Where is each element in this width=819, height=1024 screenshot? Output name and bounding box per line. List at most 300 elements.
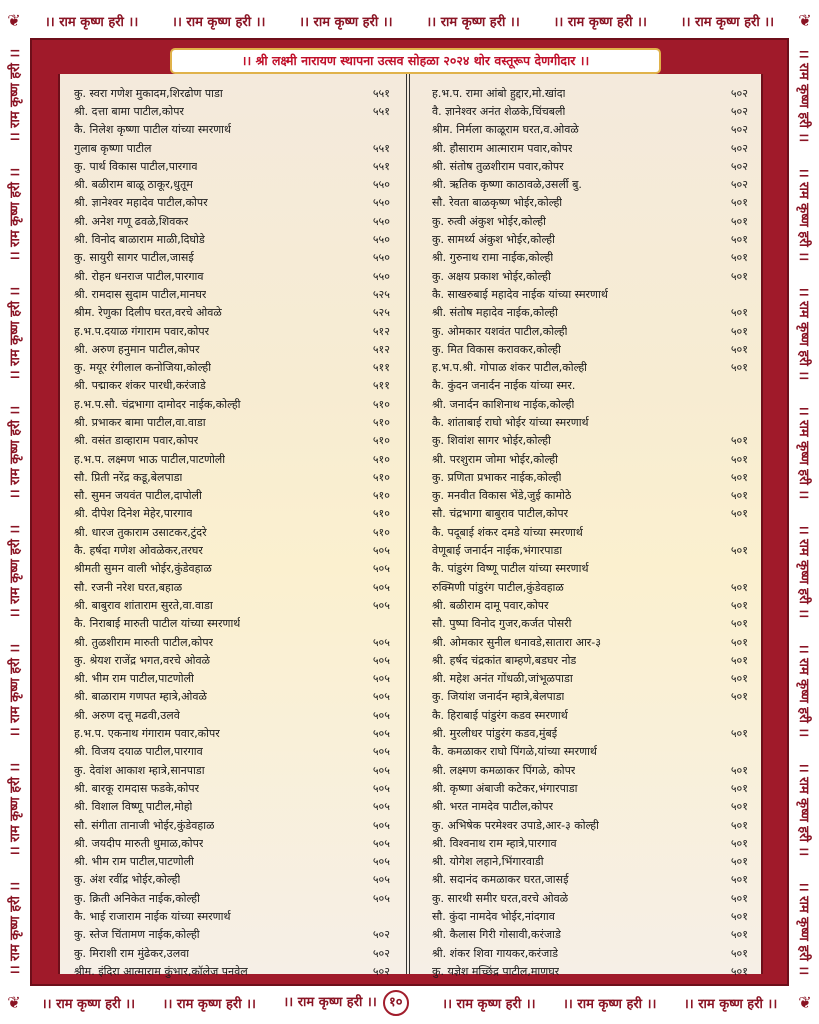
bottom-border-band bbox=[28, 988, 791, 1018]
donor-row bbox=[74, 523, 394, 541]
donor-row bbox=[74, 102, 394, 120]
donation-amount: ५०२ bbox=[730, 86, 748, 100]
donor-row bbox=[74, 84, 394, 102]
donation-amount: ५०१ bbox=[730, 196, 748, 210]
donation-amount: ५०५ bbox=[372, 836, 390, 850]
donor-row bbox=[432, 413, 752, 431]
donation-amount: ५०५ bbox=[372, 745, 390, 759]
donor-name: श्री. प्रभाकर बामा पाटील,वा.वाडा bbox=[74, 415, 206, 429]
border-chant: ।। राम कृष्ण हरी ।। bbox=[796, 524, 811, 619]
donor-name: कु. मिराशी राम मुंढेकर,उलवा bbox=[74, 946, 190, 960]
donation-amount: ५०५ bbox=[372, 800, 390, 814]
donor-row bbox=[74, 157, 394, 175]
donor-name: श्री. बाबुराव शांताराम सुरते,वा.वाडा bbox=[74, 598, 213, 612]
donor-row bbox=[74, 194, 394, 212]
donor-name: गुलाब कृष्णा पाटील bbox=[74, 141, 152, 155]
donor-name: कै. भाई राजाराम नाईक यांच्या स्मरणार्थ bbox=[74, 910, 231, 923]
donation-amount: ५०२ bbox=[730, 178, 748, 192]
donor-row bbox=[432, 944, 752, 962]
donor-name: कु. अभिषेक परमेश्वर उपाडे,आर-३ कोल्ही bbox=[432, 818, 600, 832]
donation-amount: ५०१ bbox=[730, 818, 748, 832]
donor-row bbox=[74, 432, 394, 450]
donor-name: कु. जियांश जनार्दन म्हात्रे,बेलपाडा bbox=[432, 690, 565, 704]
donor-name: कु. मित विकास करावकर,कोल्ही bbox=[432, 342, 561, 356]
donor-name: कु. श्रेयश राजेंद्र भगत,वरचे ओवळे bbox=[74, 653, 210, 667]
donor-row bbox=[74, 944, 394, 962]
donor-name: श्री. ओमकार सुनील धनावडे,सातारा आर-३ bbox=[432, 635, 601, 649]
donor-row bbox=[74, 926, 394, 944]
donor-row bbox=[432, 194, 752, 212]
border-chant: ।। राम कृष्ण हरी ।। bbox=[44, 15, 139, 30]
donor-name: श्री. वसंत डाव्हाराम पवार,कोपर bbox=[74, 434, 199, 448]
donor-name: श्री. दत्ता बामा पाटील,कोपर bbox=[74, 104, 184, 118]
donation-amount: ५०५ bbox=[372, 818, 390, 832]
donor-name: श्री. गुरुनाथ रामा नाईक,कोल्ही bbox=[432, 251, 554, 265]
donor-name: श्री. बळीराम दामू पवार,कोपर bbox=[432, 598, 549, 612]
border-chant: ।। राम कृष्ण हरी ।। bbox=[172, 15, 266, 30]
donor-name: कु. ओमकार यशवंत पाटील,कोल्ही bbox=[432, 324, 568, 338]
donation-amount: ५१० bbox=[372, 397, 390, 411]
donor-row bbox=[432, 84, 752, 102]
donor-name: कै. हिराबाई पांडुरंग कडव स्मरणार्थ bbox=[432, 708, 568, 722]
donor-name: श्री. बारकू रामदास फडके,कोपर bbox=[74, 781, 200, 795]
donation-amount: ५०१ bbox=[730, 598, 748, 612]
donor-row bbox=[432, 596, 752, 614]
donor-name: ह.भ.प.सौ. चंद्रभागा दामोदर नाईक,कोल्ही bbox=[74, 397, 241, 411]
donor-row bbox=[74, 468, 394, 486]
donor-name: सौ. प्रिती नरेंद्र कडू,बेलपाडा bbox=[74, 470, 183, 484]
donor-row bbox=[74, 267, 394, 285]
donor-row bbox=[432, 670, 752, 688]
donation-amount: ५०१ bbox=[730, 873, 748, 887]
border-chant: ।। राम कृष्ण हरी ।। bbox=[796, 48, 811, 143]
donor-row bbox=[74, 706, 394, 724]
donor-name: सौ. चंद्रभागा बाबुराव पाटील,कोपर bbox=[432, 507, 569, 521]
donor-row bbox=[74, 615, 394, 633]
donation-amount: ५०१ bbox=[730, 269, 748, 283]
border-chant: ।। राम कृष्ण हरी ।। bbox=[8, 881, 23, 976]
border-chant: ।। राम कृष्ण हरी ।। bbox=[796, 643, 811, 738]
corner-ornament-icon: ❦ bbox=[7, 993, 21, 1012]
donation-amount: ५०५ bbox=[372, 653, 390, 667]
donor-name: कु. क्रिती अनिकेत नाईक,कोल्ही bbox=[74, 891, 200, 905]
donation-amount: ५११ bbox=[372, 361, 390, 375]
donor-name: श्री. महेश अनंत गोंधळी,जांभूळपाडा bbox=[432, 672, 573, 686]
donor-row bbox=[432, 834, 752, 852]
left-donor-column bbox=[74, 84, 394, 981]
donation-amount: ५२५ bbox=[372, 287, 390, 301]
donor-row bbox=[74, 578, 394, 596]
corner-ornament-icon: ❦ bbox=[798, 11, 812, 30]
donor-name: श्रीम. रेणुका दिलीप घरत,वरचे ओवळे bbox=[74, 306, 222, 320]
donation-amount: ५०१ bbox=[730, 800, 748, 814]
donor-row bbox=[432, 633, 752, 651]
donor-name: कु. प्रणिता प्रभाकर नाईक,कोल्ही bbox=[432, 470, 562, 484]
donor-row bbox=[74, 285, 394, 303]
donation-amount: ५०१ bbox=[730, 763, 748, 777]
column-divider bbox=[406, 74, 410, 974]
donor-row bbox=[432, 212, 752, 230]
donor-row bbox=[432, 358, 752, 376]
donor-name: कै. शांताबाई राघो भोईर यांच्या स्मरणार्थ bbox=[432, 415, 589, 429]
donor-name: ह.भ.प. रामा आंबो हुद्दार,मो.खांदा bbox=[432, 86, 566, 100]
donation-amount: ५०१ bbox=[730, 342, 748, 356]
donor-row bbox=[432, 541, 752, 559]
donation-amount: ५५१ bbox=[372, 159, 390, 173]
donor-name: वै. ज्ञानेश्वर अनंत शेळके,चिंचबली bbox=[432, 104, 566, 118]
donor-row bbox=[432, 121, 752, 139]
flourish-ornament-icon: ~❦~ bbox=[396, 972, 428, 986]
donor-row bbox=[74, 139, 394, 157]
donor-row bbox=[432, 779, 752, 797]
border-chant: ।। राम कृष्ण हरी ।। bbox=[8, 524, 23, 619]
donor-name: ह.भ.प. लक्ष्मण भाऊ पाटील,पाटणोली bbox=[74, 452, 226, 466]
border-chant: ।। राम कृष्ण हरी ।। bbox=[796, 762, 811, 857]
donation-amount: ५०२ bbox=[372, 964, 390, 978]
donation-amount: ५०५ bbox=[372, 562, 390, 576]
donor-row bbox=[432, 615, 752, 633]
donation-amount: ५०१ bbox=[730, 324, 748, 338]
donor-row bbox=[432, 230, 752, 248]
donor-row bbox=[74, 395, 394, 413]
donation-amount: ५०२ bbox=[730, 159, 748, 173]
donor-name: कु. रुत्वी अंकुश भोईर,कोल्ही bbox=[432, 214, 546, 228]
donation-amount: ५०१ bbox=[730, 470, 748, 484]
donor-name: श्री. रोहन धनराज पाटील,पारगाव bbox=[74, 269, 204, 283]
donation-amount: ५०५ bbox=[372, 672, 390, 686]
donation-amount: ५०१ bbox=[730, 361, 748, 375]
donor-row bbox=[74, 487, 394, 505]
donor-name: श्रीमती सुमन वाली भोईर,कुंडेवहाळ bbox=[74, 562, 212, 576]
donation-amount: ५०५ bbox=[372, 708, 390, 722]
donor-row bbox=[432, 560, 752, 578]
donor-row bbox=[74, 560, 394, 578]
donor-row bbox=[74, 651, 394, 669]
border-chant: ।। राम कृष्ण हरी ।। bbox=[796, 405, 811, 500]
donor-name: श्री. जयदीप मारुती धुमाळ,कोपर bbox=[74, 836, 204, 850]
donation-amount: ५०१ bbox=[730, 781, 748, 795]
donation-amount: ५१२ bbox=[372, 324, 390, 338]
donor-row bbox=[432, 432, 752, 450]
donation-amount: ५०२ bbox=[372, 928, 390, 942]
donor-name: श्री. संतोष तुळशीराम पवार,कोपर bbox=[432, 159, 564, 173]
donation-amount: ५०५ bbox=[372, 855, 390, 869]
donor-row bbox=[432, 139, 752, 157]
donation-amount: ५०१ bbox=[730, 928, 748, 942]
donation-amount: ५०१ bbox=[730, 690, 748, 704]
donation-amount: ५५० bbox=[372, 178, 390, 192]
donor-row bbox=[432, 285, 752, 303]
border-chant: ।। राम कृष्ण हरी ।। bbox=[796, 286, 811, 381]
donor-name: श्री. अरुण हनुमान पाटील,कोपर bbox=[74, 342, 200, 356]
border-chant: ।। राम कृष्ण हरी ।। bbox=[680, 15, 775, 30]
donation-amount: ५०१ bbox=[730, 635, 748, 649]
donor-row bbox=[432, 340, 752, 358]
donation-amount: ५०१ bbox=[730, 836, 748, 850]
donor-name: श्री. ऋतिक कृष्णा काठावळे,उसर्ली बु. bbox=[432, 178, 582, 192]
donation-amount: ५०१ bbox=[730, 653, 748, 667]
donor-row bbox=[74, 871, 394, 889]
donor-row bbox=[74, 413, 394, 431]
border-chant: ।। राम कृष्ण हरी ।। bbox=[8, 286, 23, 381]
donor-row bbox=[432, 249, 752, 267]
corner-ornament-icon: ❦ bbox=[798, 993, 812, 1012]
donation-amount: ५०५ bbox=[372, 727, 390, 741]
donor-name: सौ. संगीता तानाजी भोईर,कुंडेवहाळ bbox=[74, 818, 215, 832]
donation-amount: ५०५ bbox=[372, 544, 390, 558]
donor-row bbox=[74, 175, 394, 193]
donor-name: वेणूबाई जनार्दन नाईक,भंगारपाडा bbox=[432, 544, 563, 558]
donor-list-area bbox=[58, 74, 763, 978]
donor-row bbox=[432, 304, 752, 322]
donor-row bbox=[74, 212, 394, 230]
donation-amount: ५०१ bbox=[730, 489, 748, 503]
donor-row bbox=[432, 523, 752, 541]
donation-amount: ५०२ bbox=[730, 141, 748, 155]
donor-name: कु. सामर्थ्य अंकुश भोईर,कोल्ही bbox=[432, 233, 555, 247]
donor-name: श्री. मुरलीधर पांडुरंग कडव,मुंबई bbox=[432, 727, 558, 741]
donor-name: कु. सारथी समीर घरत,वरचे ओवळे bbox=[432, 891, 569, 905]
donor-name: श्री. शंकर शिवा गायकर,करंजाडे bbox=[432, 946, 559, 960]
donor-row bbox=[74, 724, 394, 742]
border-chant-with-page bbox=[283, 990, 414, 1016]
donation-amount: ५०१ bbox=[730, 214, 748, 228]
border-chant: ।। राम कृष्ण हरी ।। bbox=[8, 48, 23, 143]
border-chant: ।। राम कृष्ण हरी ।। bbox=[796, 881, 811, 976]
donation-amount: ५०१ bbox=[730, 672, 748, 686]
donor-name: कु. पार्थ विकास पाटील,पारगाव bbox=[74, 159, 198, 173]
donor-name: श्री. बळीराम बाळू ठाकूर,धुतूम bbox=[74, 178, 193, 192]
donor-name: कु. स्वरा गणेश मुकादम,शिरढोण पाडा bbox=[74, 86, 223, 100]
donor-name: श्रीम. इंदिरा आत्माराम कुंभार,कॉलेज पनवेल bbox=[74, 964, 248, 978]
border-chant: ।। राम कृष्ण हरी ।। bbox=[299, 15, 393, 30]
donor-panel bbox=[30, 38, 789, 986]
donation-amount: ५०१ bbox=[730, 233, 748, 247]
donor-row bbox=[74, 743, 394, 761]
donor-row bbox=[432, 688, 752, 706]
donor-name: सौ. रजनी नरेश घरत,बहाळ bbox=[74, 580, 183, 594]
donation-amount: ५०१ bbox=[730, 855, 748, 869]
border-chant: ।। राम कृष्ण हरी ।। bbox=[553, 15, 647, 30]
donation-amount: ५५१ bbox=[372, 104, 390, 118]
donor-name: कु. देवांश आकाश म्हात्रे,सानपाडा bbox=[74, 763, 205, 777]
donation-amount: ५५१ bbox=[372, 141, 390, 155]
donor-row bbox=[432, 852, 752, 870]
donation-amount: ५०१ bbox=[730, 727, 748, 741]
donor-name: कै. निलेश कृष्णा पाटील यांच्या स्मरणार्थ bbox=[74, 123, 232, 137]
donor-row bbox=[432, 102, 752, 120]
donor-name: श्री. योगेश लहाने,भिंगारवाडी bbox=[432, 855, 544, 869]
donation-amount: ५०५ bbox=[372, 690, 390, 704]
donation-amount: ५०५ bbox=[372, 635, 390, 649]
donor-name: श्री. परशुराम जोमा भोईर,कोल्ही bbox=[432, 452, 558, 466]
donor-name: श्री. अनेश गणू ढवळे,शिवकर bbox=[74, 214, 189, 228]
donor-name: सौ. पुष्पा विनोद गुजर,कर्जत पोसरी bbox=[432, 617, 572, 631]
donation-amount: ५०१ bbox=[730, 617, 748, 631]
donor-name: कु. सायुरी सागर पाटील,जासई bbox=[74, 251, 194, 265]
donor-row bbox=[74, 633, 394, 651]
donor-name: कु. अंश रवींद्र भोईर,कोल्ही bbox=[74, 873, 181, 887]
donor-name: ह.भ.प. एकनाथ गंगाराम पवार,कोपर bbox=[74, 727, 220, 741]
donor-name: श्री. भीम राम पाटील,पाटणोली bbox=[74, 855, 194, 869]
donor-name: श्री. पद्माकर शंकर पारधी,करंजाडे bbox=[74, 379, 206, 393]
donation-amount: ५०१ bbox=[730, 507, 748, 521]
donation-amount: ५५० bbox=[372, 269, 390, 283]
donor-name: कु. मयूर रंगीलाल कनोजिया,कोल्ही bbox=[74, 361, 212, 375]
donor-name: कै. पदूबाई शंकर दमडे यांच्या स्मरणार्थ bbox=[432, 525, 583, 539]
donor-row bbox=[74, 230, 394, 248]
donor-row bbox=[74, 377, 394, 395]
donor-row bbox=[74, 304, 394, 322]
donation-amount: ५५० bbox=[372, 233, 390, 247]
donation-amount: ५१० bbox=[372, 415, 390, 429]
donor-name: श्री. दीपेश दिनेश मेहेर,पारगाव bbox=[74, 507, 193, 521]
donor-name: श्री. भीम राम पाटील,पाटणोली bbox=[74, 672, 194, 686]
donor-row bbox=[74, 596, 394, 614]
donor-row bbox=[432, 505, 752, 523]
donor-name: श्री. विशाल विष्णू पाटील,मोहो bbox=[74, 800, 193, 814]
donor-row bbox=[432, 322, 752, 340]
donation-amount: ५१० bbox=[372, 507, 390, 521]
donor-row bbox=[432, 816, 752, 834]
donation-amount: ५०१ bbox=[730, 434, 748, 448]
donor-row bbox=[432, 651, 752, 669]
donor-row bbox=[74, 121, 394, 139]
donation-amount: ५११ bbox=[372, 379, 390, 393]
donor-name: श्री. विजय दयाळ पाटील,पारगाव bbox=[74, 745, 203, 759]
donor-name: कु. स्तेज चिंतामण नाईक,कोल्ही bbox=[74, 928, 200, 942]
donor-name: श्री. ज्ञानेश्वर महादेव पाटील,कोपर bbox=[74, 196, 208, 210]
border-chant: ।। राम कृष्ण हरी ।। bbox=[41, 997, 136, 1012]
donor-name: ह.भ.प.दयाळ गंगाराम पवार,कोपर bbox=[74, 324, 210, 338]
donor-name: श्री. रामदास सुदाम पाटील,मानघर bbox=[74, 287, 207, 301]
donation-amount: ५२५ bbox=[372, 306, 390, 320]
donor-row bbox=[74, 322, 394, 340]
donor-row bbox=[432, 450, 752, 468]
border-chant: ।। राम कृष्ण हरी ।। bbox=[283, 995, 377, 1010]
donor-row bbox=[432, 267, 752, 285]
donor-row bbox=[74, 340, 394, 358]
donation-amount: ५५१ bbox=[372, 86, 390, 100]
donation-amount: ५०१ bbox=[730, 452, 748, 466]
donor-row bbox=[432, 871, 752, 889]
top-border-band bbox=[28, 6, 791, 36]
donor-row bbox=[432, 907, 752, 925]
donor-row bbox=[432, 487, 752, 505]
donor-name: कु. अक्षय प्रकाश भोईर,कोल्ही bbox=[432, 269, 551, 283]
donation-amount: ५०५ bbox=[372, 891, 390, 905]
donation-amount: ५०१ bbox=[730, 544, 748, 558]
donation-amount: ५१० bbox=[372, 452, 390, 466]
donation-amount: ५०५ bbox=[372, 598, 390, 612]
donor-row bbox=[432, 395, 752, 413]
page-number: १० bbox=[383, 990, 409, 1016]
donor-name: कै. निराबाई मारुती पाटील यांच्या स्मरणार्थ bbox=[74, 617, 241, 631]
donor-row bbox=[432, 468, 752, 486]
border-chant: ।। राम कृष्ण हरी ।। bbox=[8, 643, 23, 738]
donor-row bbox=[74, 761, 394, 779]
donation-amount: ५०२ bbox=[372, 946, 390, 960]
donation-amount: ५५० bbox=[372, 214, 390, 228]
donor-name: श्री. भरत नामदेव पाटील,कोपर bbox=[432, 800, 554, 814]
donor-name: श्री. कृष्णा अंबाजी कटेकर,भंगारपाडा bbox=[432, 781, 578, 795]
donor-row bbox=[74, 670, 394, 688]
donor-name: श्रीम. निर्मला काळूराम घरत,व.ओवळे bbox=[432, 123, 579, 137]
donor-name: श्री. हर्षद चंद्रकांत बाम्हणे,बडघर नोड bbox=[432, 653, 577, 667]
donor-name: कु. यज्ञेश मच्छिंद्र पाटील,माणघर bbox=[432, 964, 560, 978]
donor-row bbox=[74, 450, 394, 468]
donor-name: कै. हर्षदा गणेश ओवळेकर,तरघर bbox=[74, 544, 203, 558]
donation-amount: ५०५ bbox=[372, 763, 390, 777]
donation-amount: ५०१ bbox=[730, 964, 748, 978]
donation-amount: ५०१ bbox=[730, 891, 748, 905]
donation-amount: ५०१ bbox=[730, 910, 748, 923]
border-chant: ।। राम कृष्ण हरी ।। bbox=[426, 15, 520, 30]
donor-name: सौ. रेवता बाळकृष्ण भोईर,कोल्ही bbox=[432, 196, 563, 210]
right-border-band bbox=[791, 36, 819, 988]
donor-name: श्री. कैलास गिरी गोसावी,करंजाडे bbox=[432, 928, 561, 942]
donor-row bbox=[74, 505, 394, 523]
border-chant: ।। राम कृष्ण हरी ।। bbox=[796, 167, 811, 262]
donor-row bbox=[432, 578, 752, 596]
donor-row bbox=[74, 798, 394, 816]
donor-name: श्री. तुळशीराम मारुती पाटील,कोपर bbox=[74, 635, 214, 649]
donation-amount: ५०१ bbox=[730, 251, 748, 265]
donor-row bbox=[432, 157, 752, 175]
donation-amount: ५०२ bbox=[730, 104, 748, 118]
donor-name: कै. साखरुबाई महादेव नाईक यांच्या स्मरणार्थ bbox=[432, 287, 608, 301]
corner-ornament-icon: ❦ bbox=[7, 11, 21, 30]
donor-row bbox=[74, 249, 394, 267]
donor-row bbox=[74, 779, 394, 797]
donor-name: श्री. विनोद बाळाराम माळी,दिघोडे bbox=[74, 233, 205, 247]
donor-name: श्री. संतोष महादेव नाईक,कोल्ही bbox=[432, 306, 558, 320]
donor-row bbox=[74, 889, 394, 907]
donor-row bbox=[432, 743, 752, 761]
donor-name: कु. मनवीत विकास भेंडे,जुई कामोठे bbox=[432, 489, 572, 503]
border-chant: ।। राम कृष्ण हरी ।। bbox=[442, 997, 536, 1012]
donor-row bbox=[432, 706, 752, 724]
border-chant: ।। राम कृष्ण हरी ।। bbox=[162, 997, 256, 1012]
donation-amount: ५०२ bbox=[730, 123, 748, 137]
donation-amount: ५०१ bbox=[730, 580, 748, 594]
donor-name: श्री. धारज तुकाराम उसाटकर,टुंदरे bbox=[74, 525, 207, 539]
donation-amount: ५०१ bbox=[730, 946, 748, 960]
border-chant: ।। राम कृष्ण हरी ।। bbox=[8, 167, 23, 262]
page-title: ।। श्री लक्ष्मी नारायण स्थापना उत्सव सोहळा २०२४ थोर वस्तूरूप देणगीदार ।। bbox=[172, 50, 659, 72]
donor-row bbox=[74, 541, 394, 559]
donor-name: श्री. हौसाराम आत्माराम पवार,कोपर bbox=[432, 141, 573, 155]
donor-name: सौ. कुंदा नामदेव भोईर,नांदगाव bbox=[432, 910, 555, 923]
donation-amount: ५०५ bbox=[372, 580, 390, 594]
donor-name: रुक्मिणी पांडुरंग पाटील,कुंडेवहाळ bbox=[432, 580, 564, 594]
donor-row bbox=[74, 852, 394, 870]
donation-amount: ५१० bbox=[372, 489, 390, 503]
donation-amount: ५१० bbox=[372, 434, 390, 448]
donor-name: श्री. अरुण दत्तू मढवी,उलवे bbox=[74, 708, 180, 722]
donation-amount: ५१० bbox=[372, 470, 390, 484]
border-chant: ।। राम कृष्ण हरी ।। bbox=[683, 997, 778, 1012]
donor-name: कै. पांडुरंग विष्णू पाटील यांच्या स्मरणार्थ bbox=[432, 562, 589, 576]
left-border-band bbox=[0, 36, 28, 988]
donor-row bbox=[74, 688, 394, 706]
donation-amount: ५०१ bbox=[730, 306, 748, 320]
donor-name: सौ. सुमन जयवंत पाटील,दापोली bbox=[74, 489, 202, 503]
donor-name: श्री. बाळाराम गणपत म्हात्रे,ओवळे bbox=[74, 690, 207, 704]
donor-name: श्री. लक्ष्मण कमळाकर पिंगळे, कोपर bbox=[432, 763, 576, 777]
donor-name: कु. शिवांश सागर भोईर,कोल्ही bbox=[432, 434, 551, 448]
donor-row bbox=[432, 377, 752, 395]
